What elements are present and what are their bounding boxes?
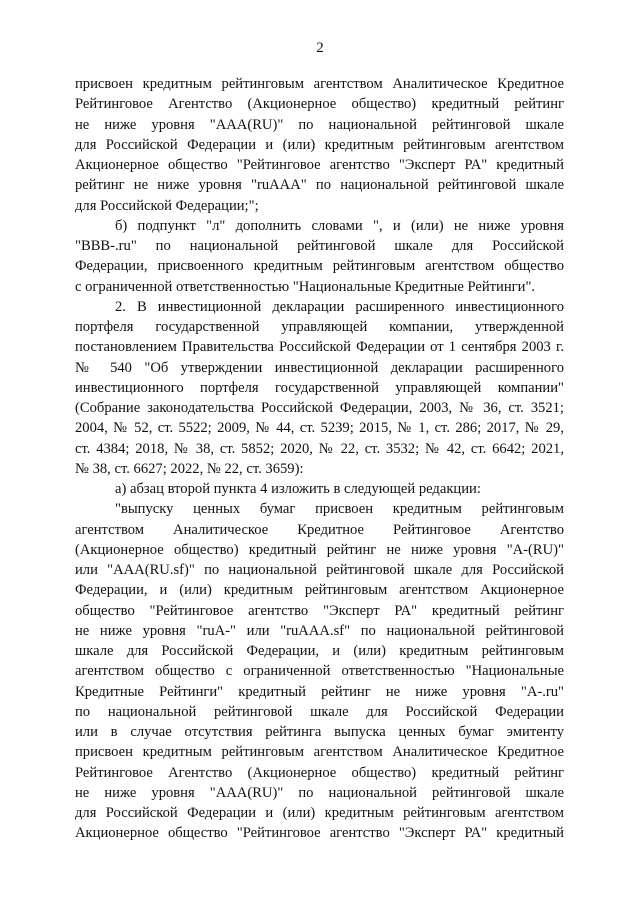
text-line: рейтинг не ниже уровня "ruAAA" по национальной рейтинговой шкале [75,177,564,194]
text-line: Федерации, и (или) кредитным рейтинговым агентством Акционерное [75,582,564,599]
text-line: присвоен кредитным рейтинговым агентством Аналитическое Кредитное [75,76,564,92]
text-line: или в случае отсутствия рейтинга выпуска ценных бумаг эмитенту [75,724,564,740]
text-line: 2004, № 52, ст. 5522; 2009, № 44, ст. 5239; 2015, № 1, ст. 286; 2017, № 29, [75,420,564,437]
text-line: шкале для Российской Федерации, и (или) кредитным рейтинговым [75,643,564,659]
text-line: не ниже уровня "ruA-" или "ruAAA.sf" по национальной рейтинговой [75,622,564,639]
text-line: общество "Рейтинговое агентство "Эксперт РА" кредитный рейтинг [75,602,564,619]
text-line: с ограниченной ответственностью "Национальные Кредитные Рейтинги". [75,278,536,295]
text-line: для Российской Федерации и (или) кредитным рейтинговым агентством [75,805,564,821]
text-line: № 540 "Об утверждении инвестиционной декларации расширенного [75,359,564,376]
text-line: не ниже уровня "AAA(RU)" по национальной рейтинговой шкале [75,116,564,133]
text-line: портфеля государственной управляющей компании, утвержденной [75,319,564,335]
text-line: Рейтинговое Агентство (Акционерное общество) кредитный рейтинг [75,764,564,781]
page-number: 2 [316,40,324,56]
text-line: (Собрание законодательства Российской Федерации, 2003, № 36, ст. 3521; [75,400,564,416]
text-line: б) подпункт "л" дополнить словами ", и (или) не ниже уровня [115,217,564,234]
text-line: для Российской Федерации и (или) кредитным рейтинговым агентством [75,136,564,153]
text-line: а) абзац второй пункта 4 изложить в следующей редакции: [115,481,481,497]
text-line: 2. В инвестиционной декларации расширенного инвестиционного [115,298,564,315]
text-line: Акционерное общество "Рейтинговое агентство "Эксперт РА" кредитный [75,825,564,842]
text-line: "выпуску ценных бумаг присвоен кредитным рейтинговым [115,501,564,518]
text-line: Кредитные Рейтинги" кредитный рейтинг не ниже уровня "A-.ru" [75,683,564,700]
text-line: присвоен кредитным рейтинговым агентством Аналитическое Кредитное [75,744,564,761]
text-line: инвестиционного портфеля государственной управляющей компании" [75,379,564,396]
text-line: по национальной рейтинговой шкале для Российской Федерации [75,703,564,720]
text-line: Рейтинговое Агентство (Акционерное общество) кредитный рейтинг [75,96,564,113]
text-line: агентством общество с ограниченной ответственностью "Национальные [75,663,564,680]
document-body [75,74,564,844]
text-line: ст. 4384; 2018, № 38, ст. 5852; 2020, № 22, ст. 3532; № 42, ст. 6642; 2021, [75,440,564,457]
text-line: постановлением Правительства Российской Федерации от 1 сентября 2003 г. [75,339,564,356]
text-line: Федерации, присвоенного кредитным рейтинговым агентством общество [75,258,564,275]
text-line: № 38, ст. 6627; 2022, № 22, ст. 3659): [75,460,304,477]
text-line: агентством Аналитическое Кредитное Рейтинговое Агентство [75,521,564,538]
text-line: для Российской Федерации;"; [75,197,259,214]
text-line: "BBB-.ru" по национальной рейтинговой шкале для Российской [75,238,564,254]
text-line: или "AAA(RU.sf)" по национальной рейтинговой шкале для Российской [75,562,564,578]
text-line: не ниже уровня "AAA(RU)" по национальной рейтинговой шкале [75,784,564,801]
text-line: (Акционерное общество) кредитный рейтинг не ниже уровня "A-(RU)" [75,541,564,558]
text-line: Акционерное общество "Рейтинговое агентство "Эксперт РА" кредитный [75,157,564,173]
